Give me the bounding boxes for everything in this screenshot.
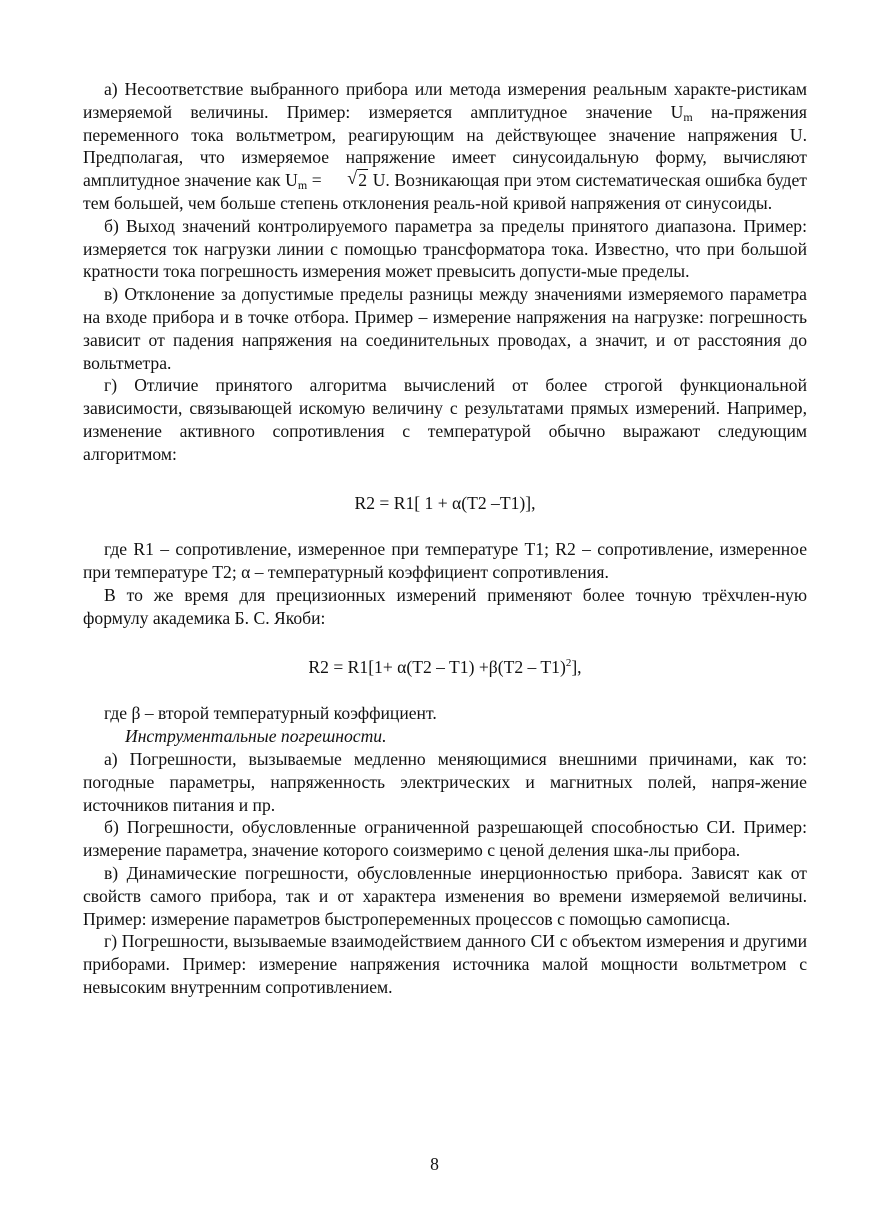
paragraph-instr-b: б) Погрешности, обусловленные ограниченной разрешающей способностью СИ. Пример: измерение параметра, значение которого соизмеримо с ценой деления шка-лы прибора. xyxy=(83,817,807,861)
subscript: m xyxy=(683,109,693,124)
page-number: 8 xyxy=(430,1154,439,1174)
page-body xyxy=(83,78,807,999)
formula-linear: R2 = R1[ 1 + α(T2 –T1)], xyxy=(354,492,536,513)
formula-tail: ], xyxy=(571,656,582,677)
paragraph-instr-v: в) Динамические погрешности, обусловленные инерционностью прибора. Зависят как от свойств самого прибора, так и от характера изменения во времени измеряемой величины. Пример: измерение параметров быстропеременных процессов с помощью самописца. xyxy=(83,862,807,929)
subscript: m xyxy=(297,178,308,193)
paragraph-text: = xyxy=(307,170,327,191)
paragraph-g-algorithm: г) Отличие принятого алгоритма вычислений от более строгой функциональной зависимости, связывающей искомую величину с результатами прямых измерений. Например, изменение активного сопротивления с температурой обычно выражают следующим алгоритмом: xyxy=(83,375,807,464)
paragraph-jacobi: В то же время для прецизионных измерений применяют более точную трёхчлен-ную формулу академика Б. С. Якоби: xyxy=(83,584,807,628)
formula-jacobi xyxy=(83,656,807,679)
paragraph-v-deviation: в) Отклонение за допустимые пределы разницы между значениями измеряемого параметра на входе прибора и в точке отбора. Пример – измерение напряжения на нагрузке: погрешность зависит от падения напряжения на соединительных проводах, а значит, и от расстояния до вольтметра. xyxy=(83,284,807,373)
radical-sign-icon: √ xyxy=(347,168,358,189)
paragraph-where-beta: где β – второй температурный коэффициент. xyxy=(104,703,437,724)
paragraph-a-mismatch xyxy=(83,78,807,215)
paragraph-text: на-пряжения переменного тока вольтметром, реагирующим на действующее значение напряжения U. Предполагая, что измеряемое напряжение имеет синусоидальную форму, вычисляют амплитудное значение как U xyxy=(83,101,807,191)
paragraph-instr-g: г) Погрешности, вызываемые взаимодействием данного СИ с объектом измерения и другими приборами. Пример: измерение напряжения источника малой мощности вольтметром с невысоким внутренним сопротивлением. xyxy=(83,931,807,997)
square-root xyxy=(326,169,368,192)
paragraph-instr-a: а) Погрешности, вызываемые медленно меняющимися внешними причинами, как то: погодные параметры, напряженность электрических и магнитных полей, напря-жение источников питания и пр. xyxy=(83,748,807,815)
paragraph-text: а) Несоответствие выбранного прибора или метода измерения реальным характе-ристикам измеряемой величины. Пример: измеряется амплитудное значение U xyxy=(83,79,807,122)
section-subheading: Инструментальные погрешности. xyxy=(125,726,387,747)
radicand: 2 xyxy=(358,170,368,191)
paragraph-where-r1: где R1 – сопротивление, измеренное при температуре T1; R2 – сопротивление, измеренное при температуре T2; α – температурный коэффициент сопротивления. xyxy=(83,539,807,583)
paragraph-b-range: б) Выход значений контролируемого параметра за пределы принятого диапазона. Пример: измеряется ток нагрузки линии с помощью трансформатора тока. Известно, что при большой кратности тока погрешность измерения может превысить допусти-мые пределы. xyxy=(83,215,807,282)
superscript: 2 xyxy=(565,656,572,669)
formula-main: R2 = R1[1+ α(T2 – T1) +β(T2 – T1) xyxy=(308,656,566,677)
paragraph-text: U. Возникающая при этом систематическая ошибка будет тем большей, чем больше степень отклонения реаль-ной кривой напряжения от синусоиды. xyxy=(83,170,807,213)
